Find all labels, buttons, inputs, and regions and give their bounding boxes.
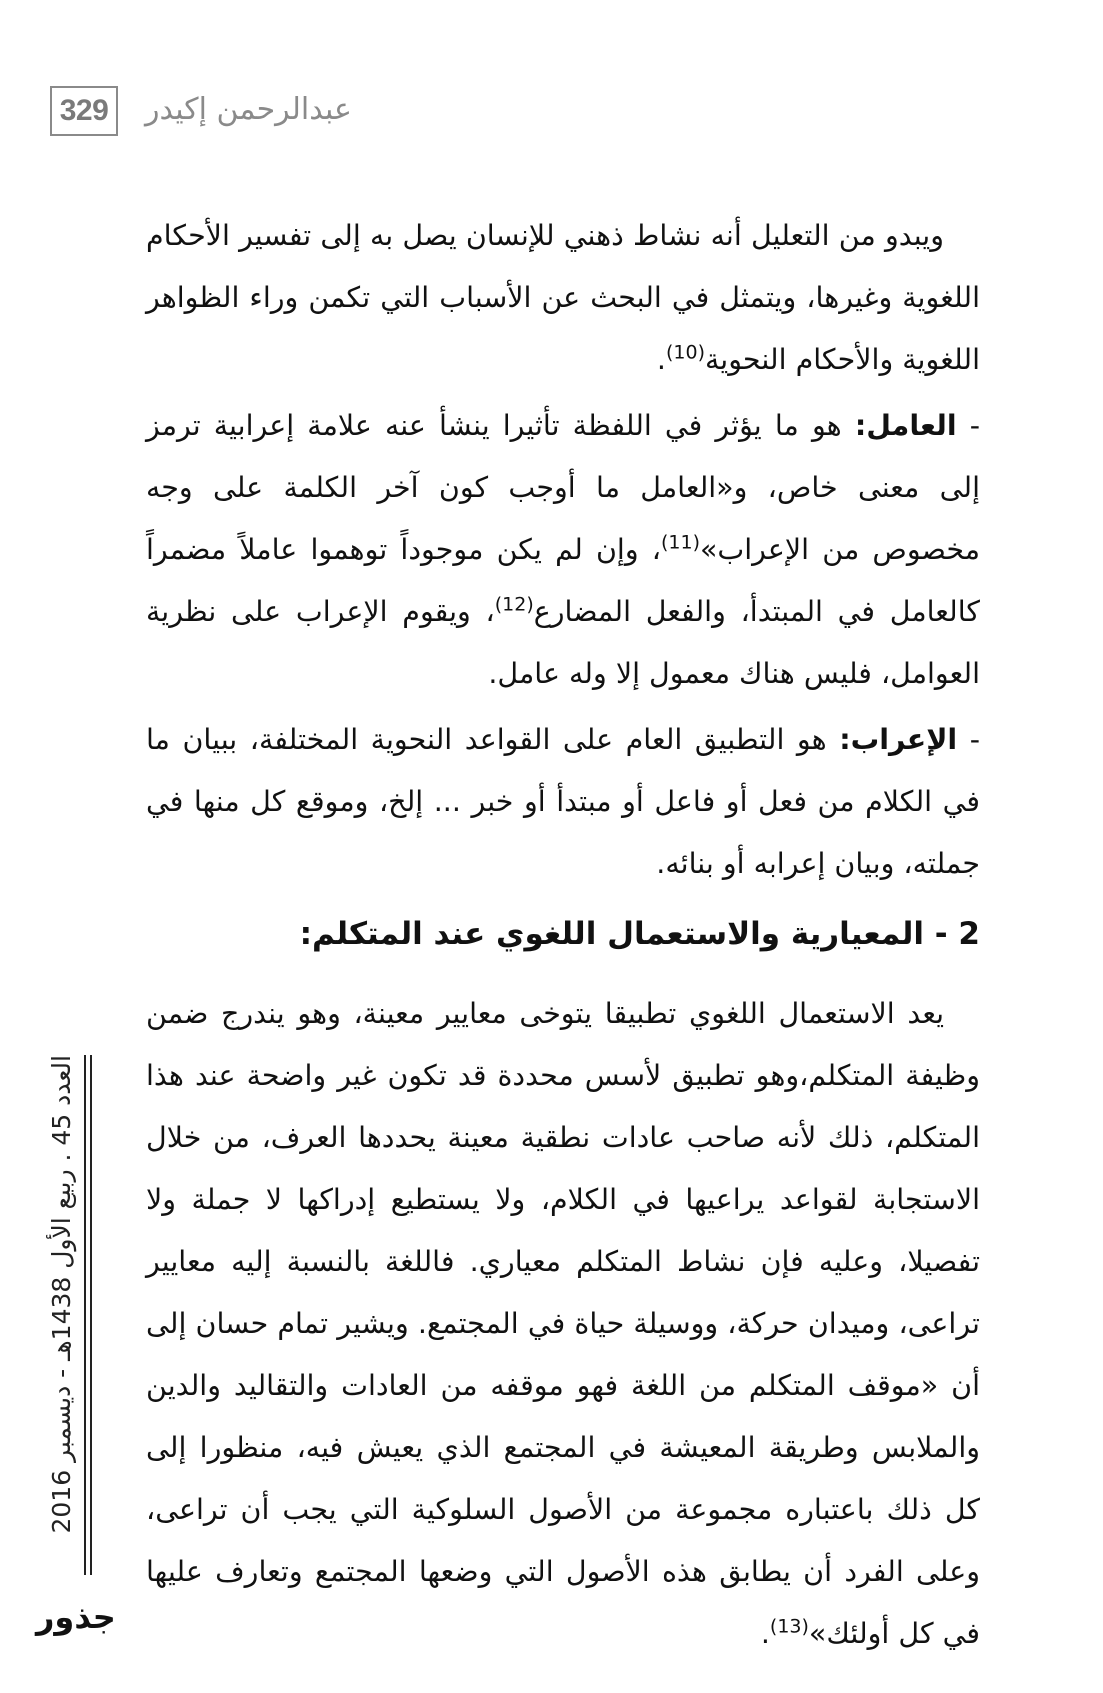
main-content	[146, 205, 980, 1665]
body-paragraph	[146, 983, 980, 1665]
footnote-ref-12[interactable]: (12)	[494, 593, 534, 616]
amil-text-3: ، ويقوم الإعراب على نظرية العوامل، فليس هناك معمول إلا وله عامل.	[146, 595, 980, 690]
page-number: 329	[59, 94, 109, 127]
side-rule	[84, 1055, 86, 1575]
intro-text: ويبدو من التعليل أنه نشاط ذهني للإنسان يصل به إلى تفسير الأحكام اللغوية وغيرها، ويتمثل في البحث عن الأسباب التي تكمن وراء الظواهر اللغوية والأحكام النحوية	[146, 219, 980, 376]
term-irab: الإعراب:	[839, 723, 958, 756]
footnote-ref-10[interactable]: (10)	[665, 341, 705, 364]
author-running-head: عبدالرحمن إكيدر	[145, 92, 352, 127]
body-end: .	[760, 1617, 770, 1650]
list-dash: -	[956, 409, 981, 442]
intro-paragraph	[146, 205, 980, 391]
definition-amil	[146, 395, 980, 705]
journal-logo: جذور	[36, 1598, 116, 1636]
list-dash: -	[957, 723, 980, 756]
amil-text-2: ، وإن لم يكن موجوداً توهموا عاملاً مضمراً كالعامل في المبتدأ، والفعل المضارع	[146, 533, 980, 628]
term-amil: العامل:	[854, 409, 957, 442]
section-heading: 2 - المعيارية والاستعمال اللغوي عند المتكلم:	[299, 916, 980, 952]
page-number-box	[50, 86, 118, 136]
definition-irab	[146, 709, 980, 895]
issue-info-vertical: العدد 45 . ربيع الأول 1438هـ - ديسمبر 2016	[47, 1055, 76, 1534]
footnote-ref-11[interactable]: (11)	[660, 531, 700, 554]
amil-text-1: هو ما يؤثر في اللفظة تأثيرا ينشأ عنه علامة إعرابية ترمز إلى معنى خاص، و«العامل ما أوجب كون آخر الكلمة على وجه مخصوص من الإعراب»	[146, 409, 980, 566]
intro-end: .	[656, 343, 666, 376]
irab-text: هو التطبيق العام على القواعد النحوية المختلفة، ببيان ما في الكلام من فعل أو فاعل أو مبتدأ أو خبر ... إلخ، وموقع كل منها في جملته، وبيان إعرابه أو بنائه.	[146, 723, 980, 880]
body-text: يعد الاستعمال اللغوي تطبيقا يتوخى معايير معينة، وهو يندرج ضمن وظيفة المتكلم،وهو تطبيق لأسس محددة قد تكون غير واضحة عند هذا المتكلم، ذلك لأنه صاحب عادات نطقية معينة يحددها العرف، من خلال الاستجابة لقواعد يراعيها في الكلام، ولا يستطيع إدراكها لا جملة ولا تفصيلا، وعليه فإن نشاط المتكلم معياري. فاللغة بالنسبة إليه معايير تراعى، وميدان حركة، ووسيلة حياة في المجتمع. ويشير تمام حسان إلى أن «موقف المتكلم من اللغة فهو موقفه من العادات والتقاليد والدين والملابس وطريقة المعيشة في المجتمع الذي يعيش فيه، منظورا إلى كل ذلك باعتباره مجموعة من الأصول السلوكية التي يجب أن تراعى، وعلى الفرد أن يطابق هذه الأصول التي وضعها المجتمع وتعارف عليها في كل أولئك»	[146, 997, 980, 1650]
side-rule	[90, 1055, 92, 1575]
footnote-ref-13[interactable]: (13)	[769, 1615, 809, 1638]
